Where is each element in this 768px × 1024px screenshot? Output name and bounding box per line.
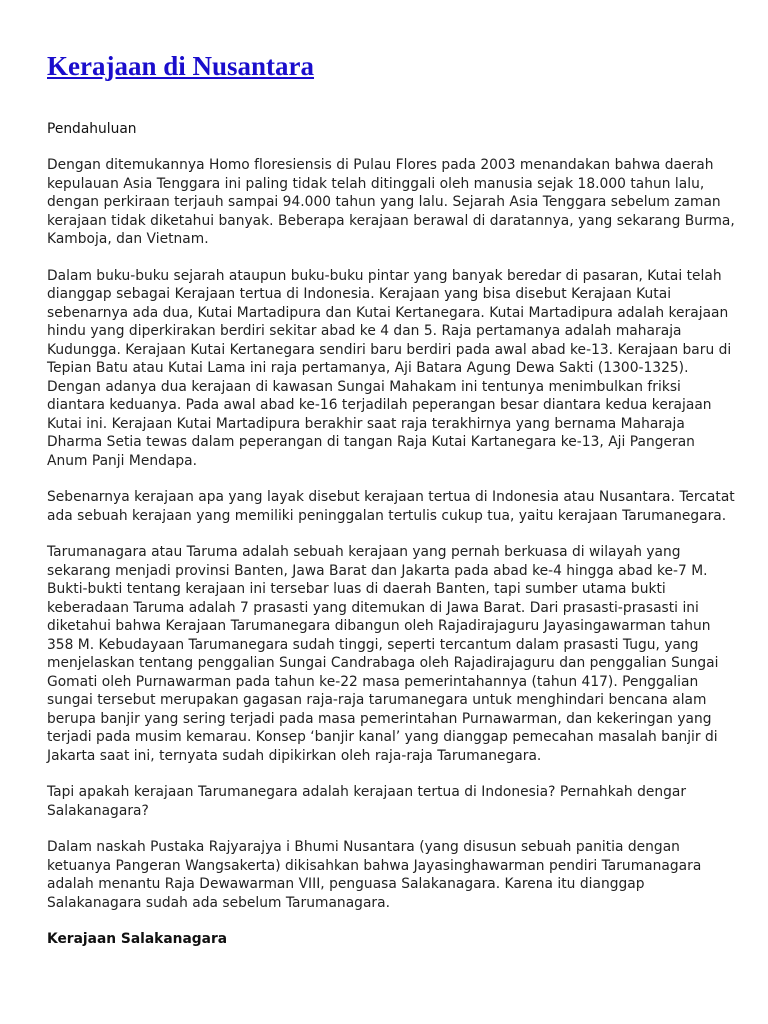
section-heading: Pendahuluan xyxy=(47,121,137,137)
document-title-link[interactable]: Kerajaan di Nusantara xyxy=(47,51,315,81)
paragraph-3: Sebenarnya kerajaan apa yang layak disebut kerajaan tertua di Indonesia atau Nusantara. Tercatat ada sebuah kerajaan yang memiliki peninggalan tertulis cukup tua, yaitu kerajaan Tarumanegara. xyxy=(47,489,735,524)
paragraph-6: Dalam naskah Pustaka Rajyarajya i Bhumi Nusantara (yang disusun sebuah panitia dengan ketuanya Pangeran Wangsakerta) dikisahkan bahwa Jayasinghawarman pendiri Tarumanagara adalah menantu Raja Dewawarman VIII, penguasa Salakanagara. Karena itu dianggap Salakanagara sudah ada sebelum Tarumanagara. xyxy=(47,839,702,911)
paragraph-4: Tarumanagara atau Taruma adalah sebuah kerajaan yang pernah berkuasa di wilayah yang sekarang menjadi provinsi Banten, Jawa Barat dan Jakarta pada abad ke-4 hingga abad ke-7 M. Bukti-bukti tentang kerajaan ini tersebar luas di daerah Banten, tapi sumber utama bukti keberadaan Taruma adalah 7 prasasti yang ditemukan di Jawa Barat. Dari prasasti-prasasti ini diketahui bahwa Kerajaan Tarumanegara dibangun oleh Rajadirajaguru Jayasingawarman tahun 358 M. Kebudayaan Tarumanegara sudah tinggi, seperti tercantum dalam prasasti Tugu, yang menjelaskan tentang penggalian Sungai Candrabaga oleh Rajadirajaguru dan penggalian Sungai Gomati oleh Purnawarman pada tahun ke-22 masa pemerintahannya (tahun 417). Penggalian sungai tersebut merupakan gagasan raja-raja tarumanegara untuk menghindari bencana alam berupa banjir yang sering terjadi pada masa pemerintahan Purnawarman, dan kekeringan yang terjadi pada musim kemarau. Konsep ‘banjir kanal’ yang dianggap pemecahan masalah banjir di Jakarta saat ini, ternyata sudah dipikirkan oleh raja-raja Tarumanegara. xyxy=(47,544,719,764)
paragraph-5: Tapi apakah kerajaan Tarumanegara adalah kerajaan tertua di Indonesia? Pernahkah dengar Salakanagara? xyxy=(47,784,687,819)
paragraph-1: Dengan ditemukannya Homo floresiensis di Pulau Flores pada 2003 menandakan bahwa daerah kepulauan Asia Tenggara ini paling tidak telah ditinggali oleh manusia sejak 18.000 tahun lalu, dengan perkiraan terjauh sampai 94.000 tahun yang lalu. Sejarah Asia Tenggara sebelum zaman kerajaan tidak diketahui banyak. Beberapa kerajaan berawal di daratannya, yang sekarang Burma, Kamboja, dan Vietnam. xyxy=(47,157,735,247)
document-page xyxy=(47,50,737,948)
next-section-heading: Kerajaan Salakanagara xyxy=(47,931,228,947)
paragraph-2: Dalam buku-buku sejarah ataupun buku-buku pintar yang banyak beredar di pasaran, Kutai telah dianggap sebagai Kerajaan tertua di Indonesia. Kerajaan yang bisa disebut Kerajaan Kutai sebenarnya ada dua, Kutai Martadipura dan Kutai Kertanegara. Kutai Martadipura adalah kerajaan hindu yang diperkirakan berdiri sekitar abad ke 4 dan 5. Raja pertamanya adalah maharaja Kudungga. Kerajaan Kutai Kertanegara sendiri baru berdiri pada awal abad ke-13. Kerajaan baru di Tepian Batu atau Kutai Lama ini raja pertamanya, Aji Batara Agung Dewa Sakti (1300-1325). Dengan adanya dua kerajaan di kawasan Sungai Mahakam ini tentunya menimbulkan friksi diantara keduanya. Pada awal abad ke-16 terjadilah peperangan besar diantara kedua kerajaan Kutai ini. Kerajaan Kutai Martadipura berakhir saat raja terakhirnya yang bernama Maharaja Dharma Setia tewas dalam peperangan di tangan Raja Kutai Kartanegara ke-13, Aji Pangeran Anum Panji Mendapa. xyxy=(47,267,732,469)
